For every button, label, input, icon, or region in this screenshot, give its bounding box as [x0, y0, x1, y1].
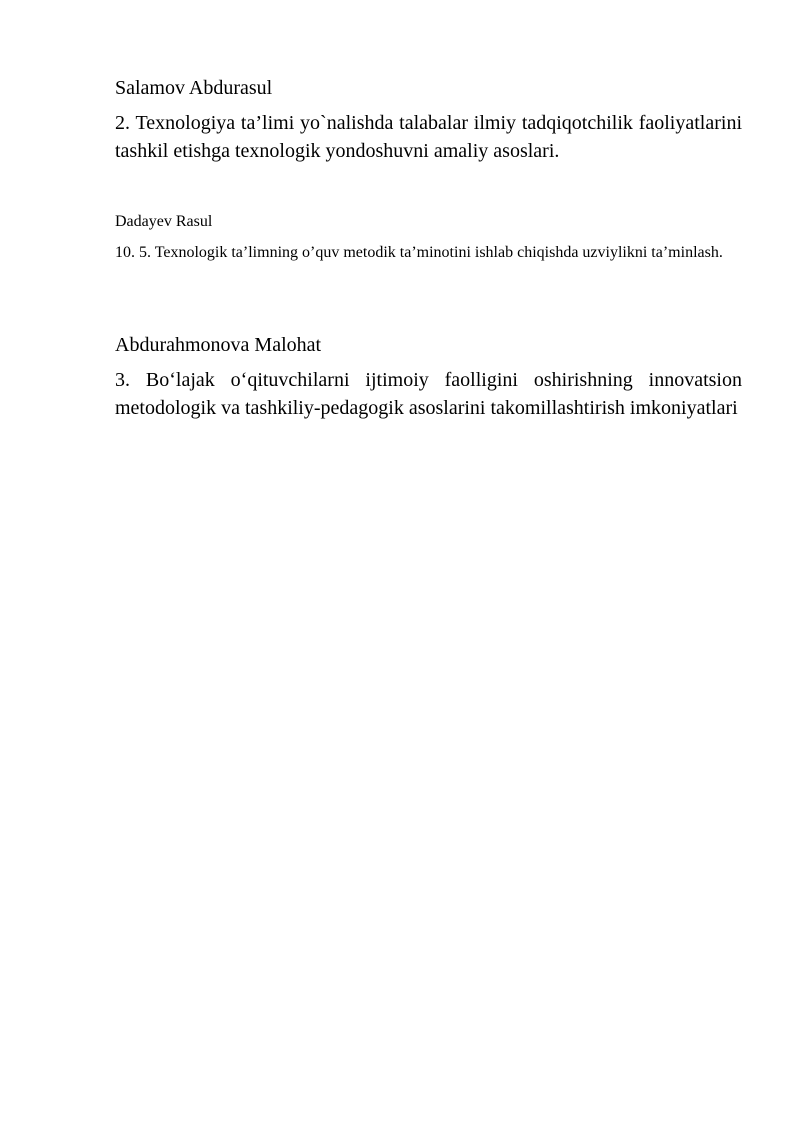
author-name: Salamov Abdurasul: [115, 77, 273, 99]
document-entry: [115, 333, 742, 422]
topic-title: 10. 5. Texnologik ta’limning o’quv metodik ta’minotini ishlab chiqishda uzviylikni ta’minlash.: [115, 244, 723, 261]
document-entry: [115, 212, 742, 266]
author-name: Dadayev Rasul: [115, 213, 213, 230]
author-name: Abdurahmonova Malohat: [115, 334, 322, 356]
topic-title: 2. Texnologiya ta’limi yo`nalishda talabalar ilmiy tadqiqotchilik faoliyatlarini tashkil etishga texnologik yondoshuvni amaliy asoslari.: [115, 112, 742, 162]
topic-title: 3. Bo‘lajak o‘qituvchilarni ijtimoiy faolligini oshirishning innovatsion metodologik va tashkiliy-pedagogik asoslarini takomillashtirish imkoniyatlari: [115, 369, 742, 419]
document-entry: [115, 76, 742, 165]
